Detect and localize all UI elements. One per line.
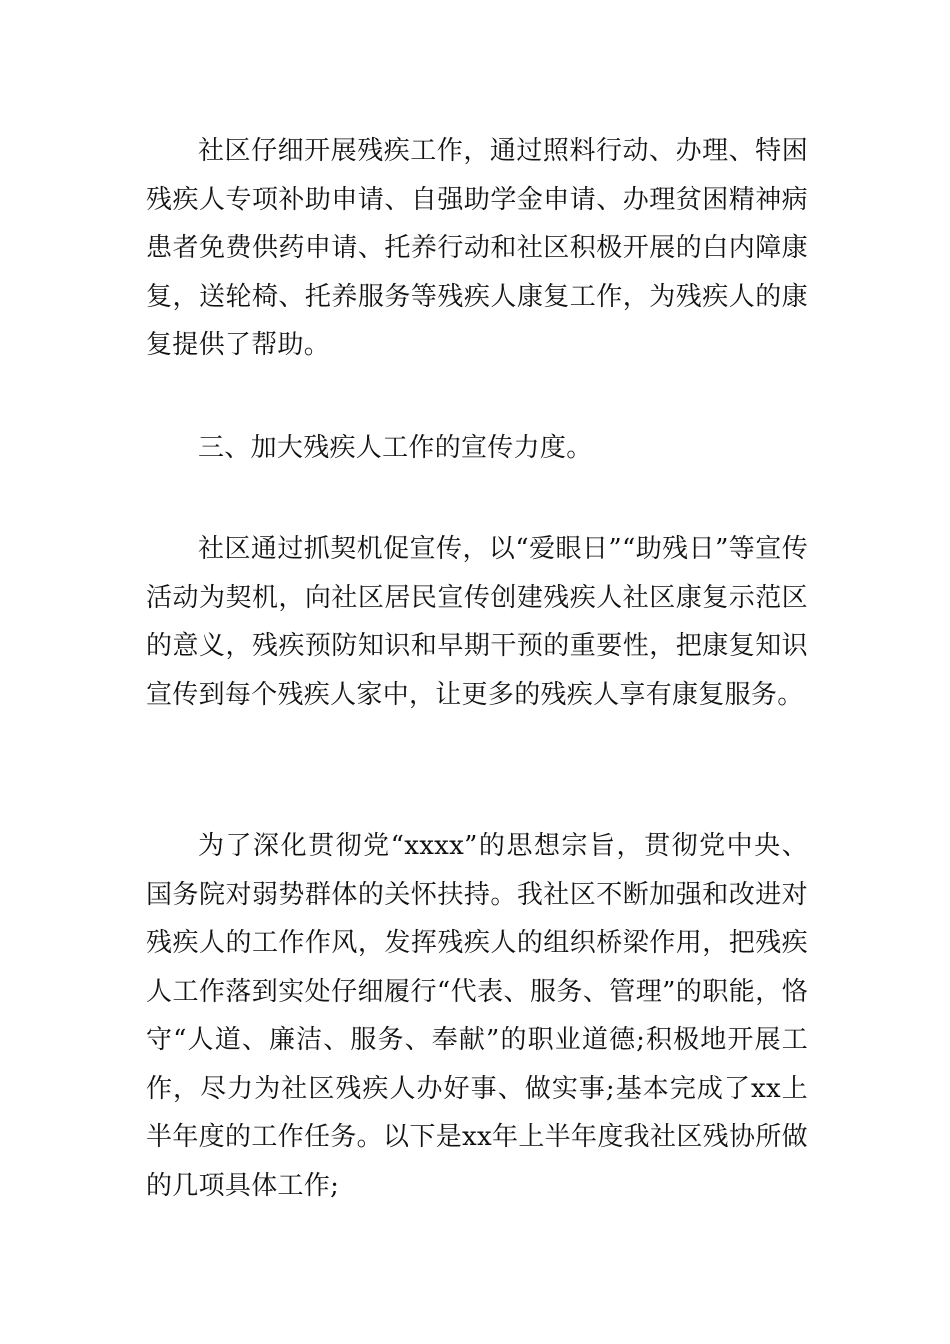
- paragraph-publicity: 社区通过抓契机促宣传，以“爱眼日”“助残日”等宣传活动为契机，向社区居民宣传创建残疾人社区康复示范区的意义，残疾预防知识和早期干预的重要性，把康复知识宣传到每个残疾人家中，让更多的残疾人享有康复服务。: [146, 534, 808, 710]
- paragraph-summary: 为了深化贯彻党“xxxx”的思想宗旨，贯彻党中央、国务院对弱势群体的关怀扶持。我社区不断加强和改进对残疾人的工作作风，发挥残疾人的组织桥梁作用，把残疾人工作落到实处仔细履行“代表、服务、管理”的职能，恪守“人道、廉洁、服务、奉献”的职业道德;积极地开展工作，尽力为社区残疾人办好事、做实事;基本完成了xx上半年度的工作任务。以下是xx年上半年度我社区残协所做的几项具体工作;: [146, 831, 808, 1201]
- paragraph-rehabilitation-work: 社区仔细开展残疾工作，通过照料行动、办理、特困残疾人专项补助申请、自强助学金申请、办理贫困精神病患者免费供药申请、托养行动和社区积极开展的白内障康复，送轮椅、托养服务等残疾人康复工作，为残疾人的康复提供了帮助。: [146, 136, 808, 360]
- section-heading-publicity: 三、加大残疾人工作的宣传力度。: [198, 433, 593, 463]
